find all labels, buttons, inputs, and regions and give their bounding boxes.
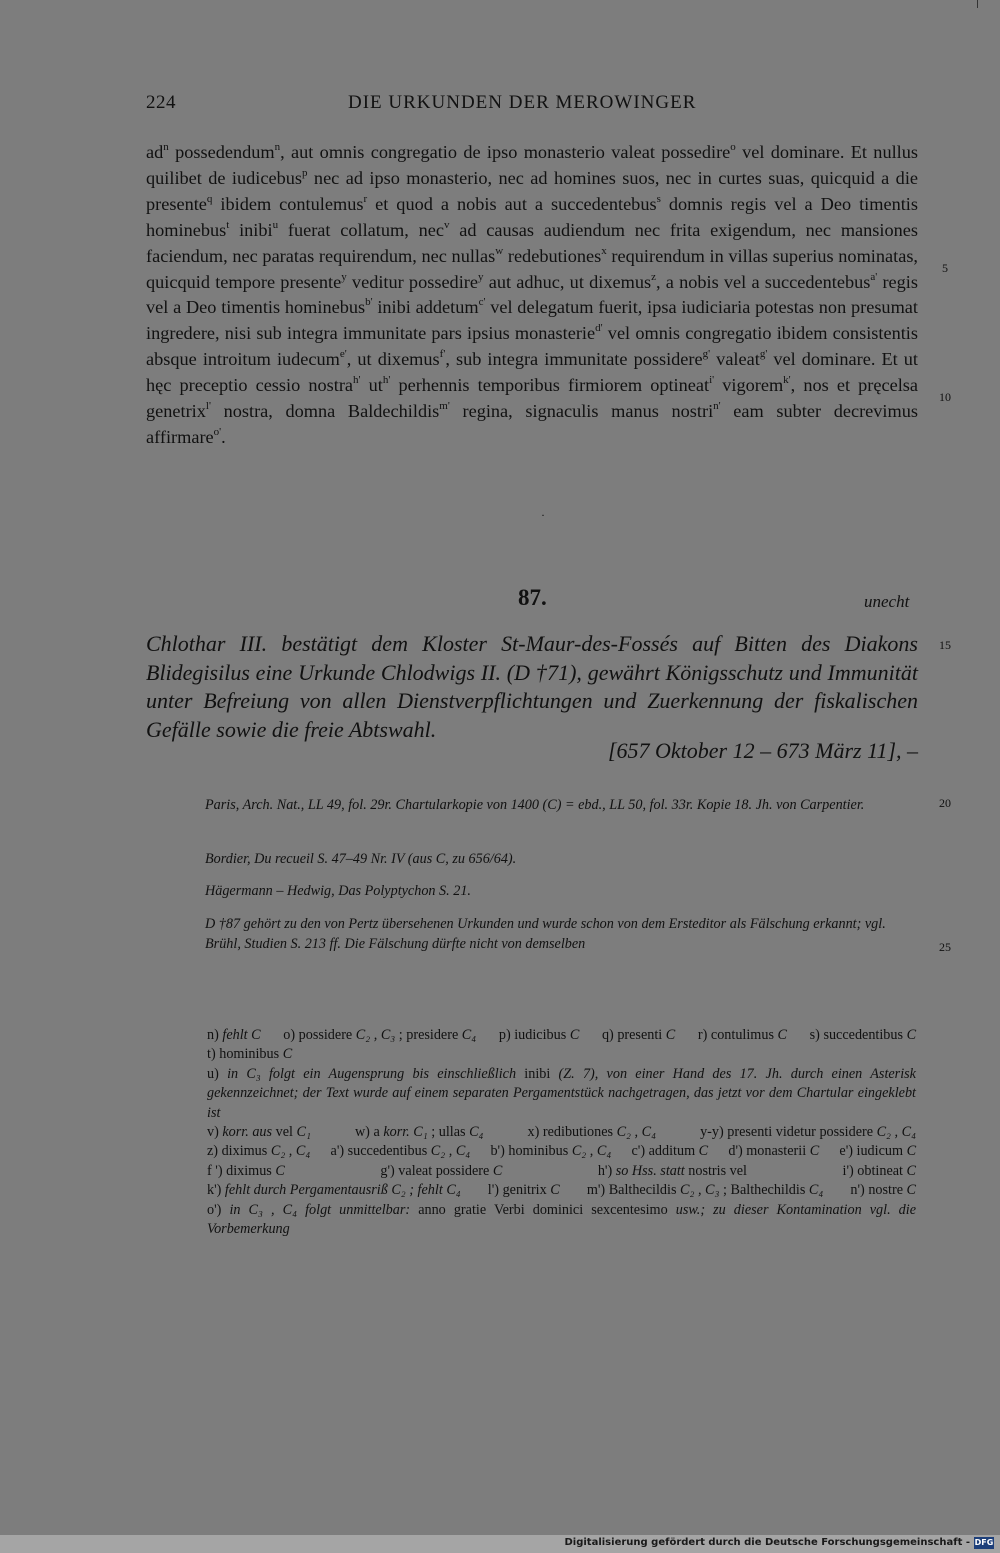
footnote-marker: u: [272, 218, 279, 231]
footnote-entry: l') genitrix C: [487, 1182, 560, 1199]
footnote-entry: h') so Hss. statt nostris vel: [597, 1162, 747, 1179]
regest-summary: Chlothar III. bestätigt dem Kloster St-Maur-des-Fossés auf Bitten des Diakons Blidegisilus eine Urkunde Chlodwigs II. (D †71), gewährt Königsschutz und Immunität unter Befreiung von allen Dienstverpflichtungen und Zuerkennung der fiskalischen Gefälle sowie die freie Abtswahl.: [146, 631, 918, 742]
footnote-entry: p) iudicibus C: [498, 1027, 580, 1043]
edge-mark: [977, 0, 978, 8]
footnote-entry: d') monasterii C: [728, 1143, 820, 1160]
footnote-marker: q: [206, 192, 213, 205]
footnote-marker: n': [713, 400, 721, 413]
document-date: [657 Oktober 12 – 673 März 11], –: [607, 738, 918, 763]
footnote-marker: h': [353, 374, 361, 387]
footnote-marker: e': [339, 348, 347, 361]
page-number: 224: [146, 92, 176, 113]
footnote-entry: t) hominibus C: [207, 1046, 293, 1063]
footnote-marker: n: [274, 141, 281, 153]
footnote-entry: s) succedentibus C: [809, 1027, 917, 1043]
footnote-entry: o') in C₃ , C₄ folgt unmittelbar: anno gratie Verbi dominici sexcentesimo usw.; zu dieser Kontamination vgl. die Vorbemerkung: [207, 1201, 917, 1238]
document-number: 87.: [518, 585, 547, 610]
footnote-entry: v) korr. aus vel C₁: [207, 1124, 311, 1141]
footnote-marker: y: [341, 270, 347, 283]
literature-note: Hägermann – Hedwig, Das Polyptychon S. 21.: [205, 883, 471, 899]
footnote-entry: k') fehlt durch Pergamentausriß C₂ ; fehlt C₄: [207, 1182, 461, 1199]
footnote-entry: n) fehlt C: [207, 1027, 261, 1043]
footnote-marker: x: [601, 244, 607, 257]
footnote-marker: l': [205, 400, 211, 413]
footnote-marker: r: [363, 192, 368, 205]
authenticity-status: unecht: [864, 592, 910, 611]
footnote-entry: y-y) presenti videtur possidere C₂ , C₄: [700, 1124, 917, 1141]
dfg-logo: DFG: [974, 1538, 994, 1547]
footnote-marker: a': [870, 270, 878, 283]
separator-dot: ·: [541, 508, 545, 522]
footnote-entry: r) contulimus C: [697, 1027, 787, 1043]
commentary-note: D †87 gehört zu den von Pertz übersehenen Urkunden und wurde schon von dem Ersteditor als Fälschung erkannt; vgl. Brühl, Studien S. 213 ff. Die Fälschung dürfte nicht von demselben: [205, 916, 886, 952]
footnote-entry: w) a korr. C₁ ; ullas C₄: [354, 1124, 484, 1141]
running-header: [146, 92, 916, 120]
footnote-entry: x) redibutiones C₂ , C₄: [527, 1124, 657, 1141]
footnote-marker: p: [302, 166, 308, 179]
line-number: 10: [939, 390, 951, 404]
footnote-marker: o: [730, 141, 736, 153]
footnote-marker: d': [595, 322, 603, 335]
footnote-marker: h': [382, 374, 391, 387]
footnote-entry: c') additum C: [631, 1143, 709, 1160]
footnote-marker: b': [365, 296, 373, 309]
charter-text-continuation: $ad^n$ possedendum$^n$, aut omnis congregatio de ipso monasterio valeat possedire$^o$ vel dominare. Et nullus quilibet de iudicebus$^p$ nec ad ipso monasterio, nec ad homines suos, nec in curtes suas, quicquid a die presente$^q$ ibidem contulemus$^r$ et quod a nobis aut a succedentebus$^s$ domnis regis vel a Deo timentis hominebus$^t$ inibi$^u$ fuerat collatum, nec$^v$ ad causas audiendum nec frita exigendum, nec mansiones faciendum, nec paratas requirendum, nec nullas$^w$ redebutiones$^x$ requirendum in villas superius nominatas, quicquid tempore presente$^y$ veditur possedire$^y$ aut adhuc, ut dixemus$^z$, a nobis vel a succedentebus$^{a'}$ regis vel a Deo timentis hominebus$^{b'}$ inibi addetum$^{c'}$ vel delegatum fuerit, ipsa iudiciaria potestas non presumat ingredere, nisi sub integra immunitate pars ipsius monasterie$^{d'}$ vel omnis congregatio ibidem consistentis absque introitum iudecum$^{e'}$, ut dixemus$^{f'}$, sub integra immunitate possidere$^{g'}$ valeat$^{g'}$ vel dominare. Et ut hęc preceptio cessio nostra$^{h'}$ $ut^{h'}$ perhennis temporibus firmiorem optineat$^{i'}$ vigorem$^{k'}$, nos et pręcelsa genetrix$^{l'}$ nostra, domna Baldechildis$^{m'}$ regina, signaculis manus nostri$^{n'}$ eam subter decrevimus affirmare$^{o'}$.: [146, 141, 919, 447]
footnote-marker: n: [163, 141, 169, 153]
footnote-marker: k': [783, 374, 791, 387]
footnote-entry: q) presenti C: [601, 1027, 676, 1043]
footnote-marker: g': [759, 348, 768, 361]
footnote-entry: g') valeat possidere C: [380, 1162, 503, 1179]
footnote-entry: z) diximus C₂ , C₄: [207, 1143, 311, 1160]
running-title: DIE URKUNDEN DER MEROWINGER: [348, 92, 697, 113]
footnote-marker: v: [443, 218, 450, 231]
critical-apparatus: [207, 1026, 922, 1239]
footnote-marker: i': [709, 374, 715, 387]
footnote-marker: m': [439, 400, 450, 413]
footnote-marker: f': [439, 348, 446, 361]
footnote-entry: i') obtineat C: [842, 1162, 917, 1179]
footnote-entry: b') hominibus C₂ , C₄: [490, 1143, 612, 1160]
footnote-entry: a') succedentibus C₂ , C₄: [330, 1143, 471, 1160]
footnote-marker: s: [656, 192, 661, 205]
line-number: 15: [939, 638, 951, 652]
funding-credit: Digitalisierung gefördert durch die Deutsche Forschungsgemeinschaft -: [564, 1537, 970, 1548]
footnote-marker: o': [213, 425, 222, 438]
footnote-marker: c': [478, 296, 486, 309]
footnote-entry: e') iudicum C: [839, 1143, 917, 1160]
footnote-entry: m') Balthecildis C₂ , C₃ ; Balthechildis C₄: [586, 1182, 824, 1199]
edition-note: Bordier, Du recueil S. 47–49 Nr. IV (aus C, zu 656/64).: [205, 851, 517, 867]
footnote-marker: g': [702, 348, 711, 361]
footnote-marker: w: [495, 244, 504, 257]
line-number: 25: [939, 940, 951, 954]
line-number: 5: [942, 261, 948, 275]
footnote-entry: n') nostre C: [850, 1182, 917, 1199]
tradition-note: Paris, Arch. Nat., LL 49, fol. 29r. Chartularkopie von 1400 (C) = ebd., LL 50, fol. 33r. Kopie 18. Jh. von Carpentier.: [205, 797, 865, 813]
footnote-marker: z: [651, 270, 656, 283]
line-number: 20: [939, 796, 951, 810]
footnote-marker: y: [477, 270, 484, 283]
footnote-marker: t: [226, 218, 230, 231]
footnote-entry: o) possidere C₂ , C₃ ; presidere C₄: [283, 1027, 477, 1043]
footnote-entry: f ') diximus C: [207, 1162, 285, 1179]
footnote-entry: u) in C₃ folgt ein Augensprung bis einschließlich inibi (Z. 7), von einer Hand des 17. Jh. durch einen Asterisk gekennzeichnet; der Text wurde auf einem separaten Pergamentstück nachgetragen, das jetzt vor dem Chartular eingeklebt ist: [207, 1065, 916, 1121]
